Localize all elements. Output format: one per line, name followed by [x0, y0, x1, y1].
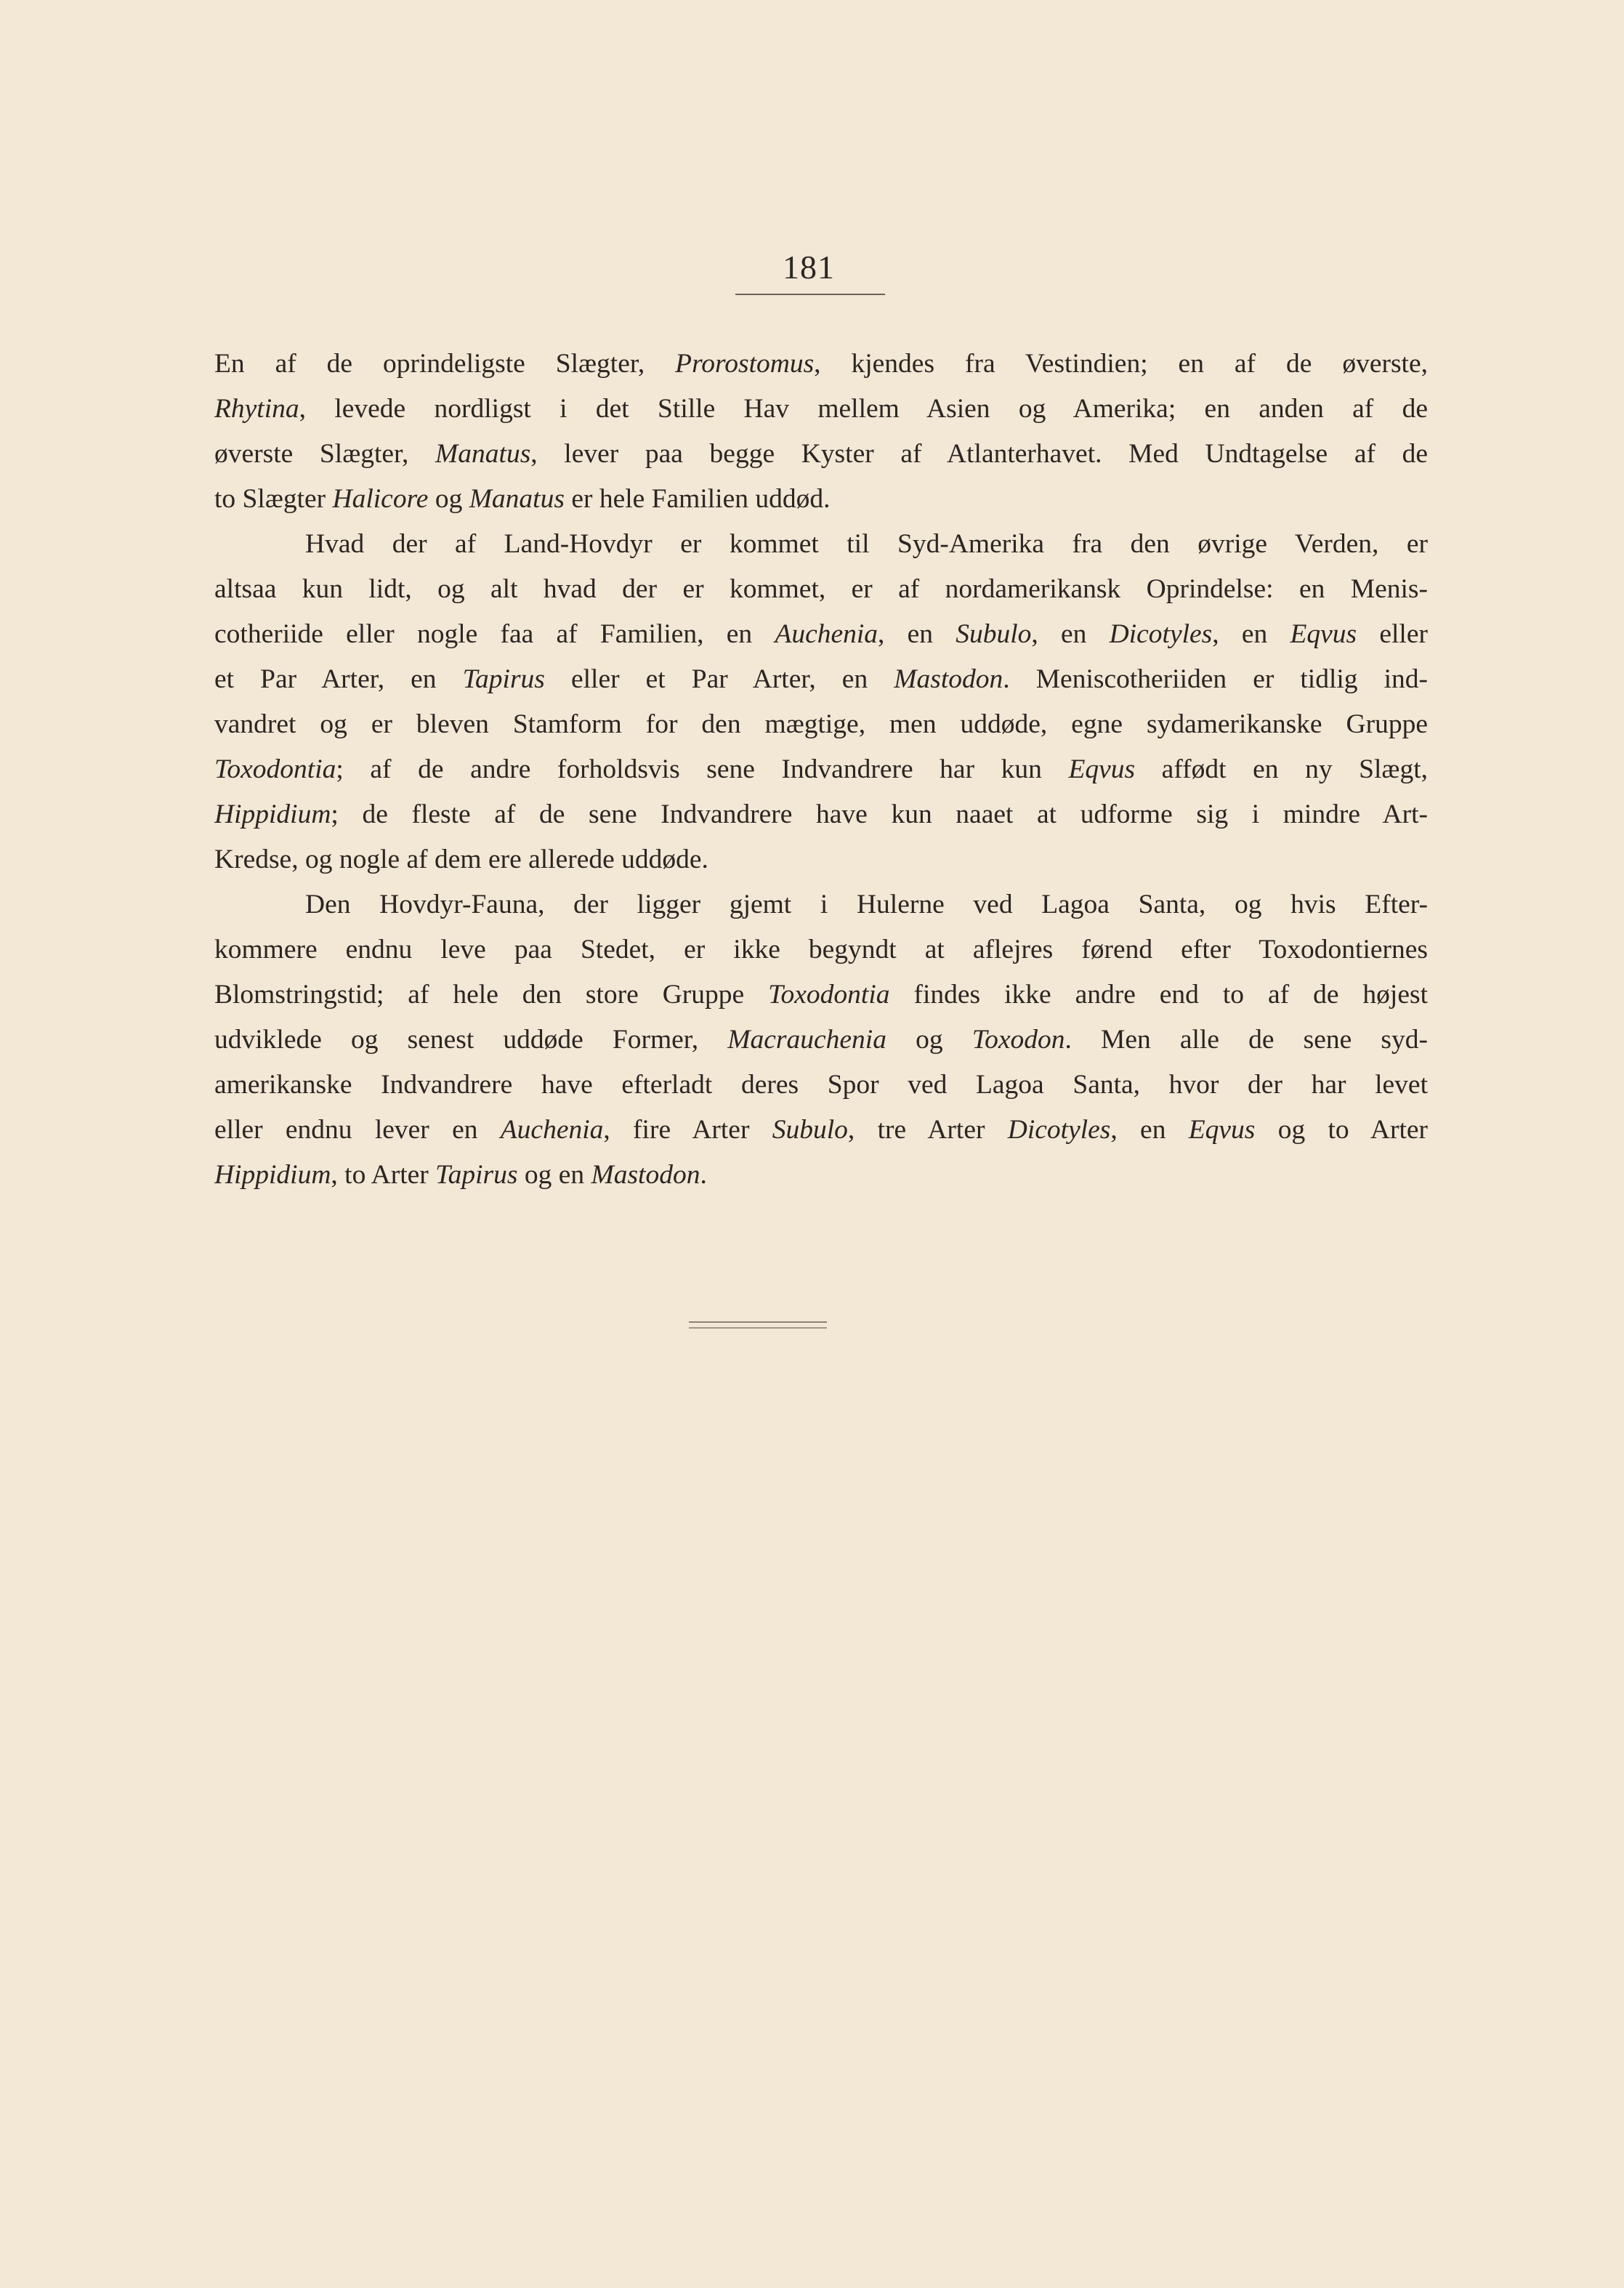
- italic-taxon-name: Subulo: [956, 619, 1032, 649]
- text-segment: , levede nordligst i det Stille Hav mellem Asien og Amerika; en anden af de: [299, 394, 1428, 424]
- italic-taxon-name: Manatus: [435, 439, 531, 469]
- text-line: [214, 882, 1428, 927]
- italic-taxon-name: Auchenia: [500, 1115, 604, 1145]
- italic-taxon-name: Rhytina: [214, 394, 299, 424]
- text-segment: , lever paa begge Kyster af Atlanterhavet. Med Undtagelse af de: [530, 439, 1428, 469]
- text-line: [214, 837, 1428, 882]
- paragraph: [214, 882, 1428, 1198]
- text-line: [214, 612, 1428, 657]
- end-rule-top: [689, 1321, 827, 1323]
- text-line: [214, 432, 1428, 477]
- text-segment: ; af de andre forholdsvis sene Indvandrere har kun: [336, 754, 1069, 784]
- text-segment: findes ikke andre end to af de højest: [889, 980, 1428, 1010]
- text-segment: , en: [878, 619, 956, 649]
- text-line: [214, 567, 1428, 612]
- text-line: [214, 972, 1428, 1018]
- text-segment: , fire Arter: [603, 1115, 772, 1145]
- italic-taxon-name: Eqvus: [1290, 619, 1357, 649]
- text-segment: eller endnu lever en: [214, 1115, 501, 1145]
- text-segment: vandret og er bleven Stamform for den mægtige, men uddøde, egne sydamerikanske Gruppe: [214, 709, 1428, 739]
- paragraph: [214, 522, 1428, 882]
- italic-taxon-name: Mastodon: [894, 664, 1003, 694]
- italic-taxon-name: Tapirus: [435, 1160, 518, 1190]
- text-line: [214, 477, 1428, 522]
- text-segment: og: [886, 1025, 972, 1055]
- text-line: [214, 1153, 1428, 1198]
- italic-taxon-name: Subulo: [772, 1115, 848, 1145]
- text-segment: udviklede og senest uddøde Former,: [214, 1025, 728, 1055]
- italic-taxon-name: Mastodon: [591, 1160, 700, 1190]
- text-segment: . Meniscotheriiden er tidlig ind-: [1003, 664, 1428, 694]
- text-line: [214, 657, 1428, 702]
- text-segment: og to Arter: [1255, 1115, 1428, 1145]
- text-segment: et Par Arter, en: [214, 664, 463, 694]
- text-segment: Blomstringstid; af hele den store Gruppe: [214, 980, 769, 1010]
- italic-taxon-name: Hippidium: [214, 1160, 331, 1190]
- italic-taxon-name: Dicotyles: [1007, 1115, 1111, 1145]
- text-segment: og: [428, 484, 469, 514]
- text-segment: , tre Arter: [847, 1115, 1008, 1145]
- text-segment: cotheriide eller nogle faa af Familien, en: [214, 619, 775, 649]
- text-segment: , kjendes fra Vestindien; en af de øverste,: [814, 349, 1428, 379]
- text-segment: Kredse, og nogle af dem ere allerede uddøde.: [214, 845, 708, 874]
- text-segment: og en: [517, 1160, 591, 1190]
- text-segment: .: [700, 1160, 707, 1190]
- text-segment: eller et Par Arter, en: [544, 664, 894, 694]
- text-line: [214, 1108, 1428, 1153]
- text-segment: Hvad der af Land-Hovdyr er kommet til Syd-Amerika fra den øvrige Verden, er: [305, 529, 1428, 559]
- page-number: 181: [783, 249, 835, 286]
- page-number-rule: [735, 294, 885, 295]
- text-segment: øverste Slægter,: [214, 439, 436, 469]
- body-text: [214, 342, 1428, 1198]
- italic-taxon-name: Manatus: [469, 484, 565, 514]
- text-line: [214, 342, 1428, 387]
- italic-taxon-name: Toxodontia: [214, 754, 336, 784]
- text-segment: kommere endnu leve paa Stedet, er ikke begyndt at aflejres førend efter Toxodontiernes: [214, 935, 1428, 964]
- text-segment: eller: [1357, 619, 1428, 649]
- text-segment: , en: [1031, 619, 1110, 649]
- text-line: [214, 1063, 1428, 1108]
- text-segment: . Men alle de sene syd-: [1065, 1025, 1428, 1055]
- text-line: [214, 1018, 1428, 1063]
- text-segment: ; de fleste af de sene Indvandrere have kun naaet at udforme sig i mindre Art-: [331, 799, 1428, 829]
- italic-taxon-name: Eqvus: [1068, 754, 1136, 784]
- text-line: [214, 927, 1428, 972]
- italic-taxon-name: Macrauchenia: [727, 1025, 886, 1055]
- text-segment: En af de oprindeligste Slægter,: [214, 349, 676, 379]
- text-line: [214, 792, 1428, 837]
- paragraph: [214, 342, 1428, 522]
- text-segment: er hele Familien uddød.: [564, 484, 831, 514]
- italic-taxon-name: Auchenia: [775, 619, 878, 649]
- italic-taxon-name: Halicore: [332, 484, 429, 514]
- text-line: [214, 387, 1428, 432]
- text-segment: affødt en ny Slægt,: [1135, 754, 1428, 784]
- italic-taxon-name: Toxodontia: [768, 980, 890, 1010]
- italic-taxon-name: Dicotyles: [1109, 619, 1213, 649]
- end-rule-bottom: [689, 1327, 827, 1329]
- italic-taxon-name: Hippidium: [214, 799, 331, 829]
- text-segment: Den Hovdyr-Fauna, der ligger gjemt i Hulerne ved Lagoa Santa, og hvis Efter-: [305, 890, 1428, 919]
- italic-taxon-name: Prorostomus: [675, 349, 815, 379]
- italic-taxon-name: Eqvus: [1188, 1115, 1256, 1145]
- text-line: [214, 522, 1428, 567]
- text-segment: , en: [1212, 619, 1290, 649]
- text-segment: amerikanske Indvandrere have efterladt deres Spor ved Lagoa Santa, hvor der har levet: [214, 1070, 1428, 1100]
- text-line: [214, 747, 1428, 792]
- text-segment: altsaa kun lidt, og alt hvad der er kommet, er af nordamerikansk Oprindelse: en Menis-: [214, 574, 1428, 604]
- text-line: [214, 702, 1428, 747]
- text-segment: to Slægter: [214, 484, 333, 514]
- italic-taxon-name: Tapirus: [462, 664, 545, 694]
- text-segment: , en: [1110, 1115, 1189, 1145]
- text-segment: , to Arter: [331, 1160, 436, 1190]
- italic-taxon-name: Toxodon: [971, 1025, 1065, 1055]
